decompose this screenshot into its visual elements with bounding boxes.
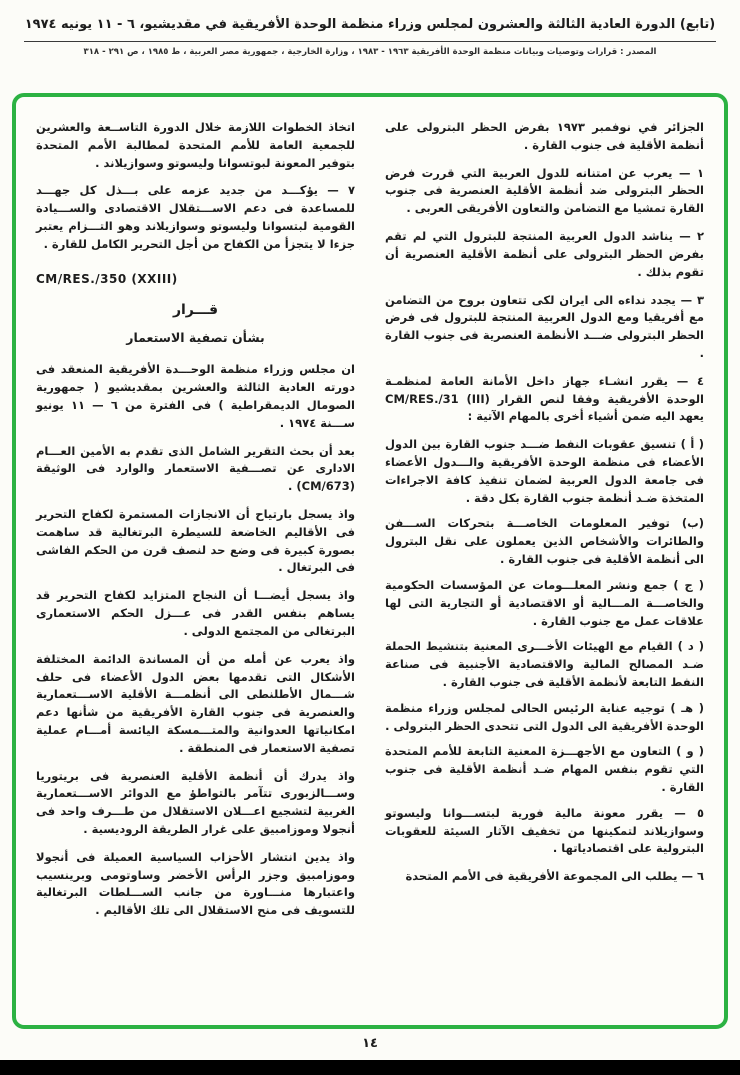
item-3: ٣ — يجدد نداءه الى ايران لكى تتعاون بروح من التضامن مع أفريقيا ومع الدول العربية المنتجة للبترول فى فرض الحظر البترولى ضـــد الأنظمة العنصرية فى جنوب القارة . <box>385 292 704 360</box>
source-citation: المصدر : قرارات وتوصيات وبيانات منظمة الوحدة الأفريقية ١٩٦٣ - ١٩٨٣ ، وزارة الخارجية ، جمهورية مصر العربية ، ط ١٩٨٥ ، ص ٢٩١ - ٣١٨ <box>83 47 657 58</box>
item-4: ٤ — يقرر انشـاء جهاز داخل الأمانة العامة لمنظمـة الوحدة الأفريقية وفقا لنص القرار ‎CM/RES./31 (III)‎ يعهد اليه ضمن أشياء أخرى بالمهام الآتية : <box>385 373 704 424</box>
document-title: (تابع) الدورة العادية الثالثة والعشرون لمجلس وزراء منظمة الوحدة الأفريقية في مقديشيو، ٦ - ١١ يونيه ١٩٧٤ <box>24 17 716 32</box>
item-2: ٢ — يناشد الدول العربية المنتجة للبترول التي لم تقم بفرض الحظر البترولى على أنظمة الأقلية العنصرية أن تقوم بذلك . <box>385 229 704 279</box>
scan-edge-bar <box>0 1060 740 1075</box>
left-column <box>36 119 355 1011</box>
subitem-a: ( أ ) تنسيق عقوبات النفط ضـــد جنوب القارة بين الدول الأعضاء فى منظمة الوحدة الأفريقية والـــدول الأعضاء فى جامعة الدول العربية لضمان تنفيذ كافة الاجراءات المتخذة ضـد أنظمة جنوب القارة بكل دقة . <box>385 437 704 505</box>
item-7: ٧ — يؤكـــد من جديد عزمه على بـــذل كل جهـــد للمساعدة فى دعم الاســـتقلال الاقتصادى والســـيادة القومية لبتسوانا وليسوتو وسوازيلاند وهو التـــزام يعتبر جزءا لا يتجزأ من الكفاح من أجل التحرير الكامل للقارة . <box>36 183 355 251</box>
right-column <box>385 119 704 1011</box>
resolution-title: قـــرار <box>172 302 219 319</box>
resolution-subtitle: بشأن تصفية الاستعمار <box>126 329 265 345</box>
item-6: ٦ — يطلب الى المجموعة الأفريقية فى الأمم المتحدة <box>405 869 704 884</box>
content-frame <box>12 93 728 1029</box>
preamble-2: بعد أن بحث التقرير الشامل الذى تقدم به الأمين العـــام الادارى عن تصـــفية الاستعمار والوارد فى الوثيقة (CM/673) . <box>36 443 355 494</box>
preamble-5: واذ يعرب عن أمله من أن المساندة الدائمة المختلفة الأشكال التى تقدمها بعض الدول الأعضاء فى حلف شـــمال الأطلنطى الى أنظمـــة الأقلية الاســـتعمارية والعنصرية فى جنوب القارة الأفريقية من شأنها دعم امكانياتها العدوانية والمتـــمسكة اليائسة أمـــام عملية تصفية الاستعمار فى المنطقة . <box>36 651 355 755</box>
header-divider <box>24 41 716 42</box>
subitem-e: ( هـ ) توجيه عناية الرئيس الحالى لمجلس وزراء منظمة الوحدة الأفريقية الى الدول التى تتحدى الحظر البترولى . <box>385 700 704 733</box>
document-header <box>0 0 740 57</box>
subitem-b: (ب) توفير المعلومات الخاصـــة بتحركات الســـفن والطائرات والأشخاص الذين يعملون على نقل البترول الى أنظمة الأقلية فى جنوب القارة . <box>385 516 704 567</box>
item-5: ٥ — يقرر معونة مالية فورية لبتســـوانا وليسوتو وسوازيلاند لتمكينها من تخفيف الآثار السيئة للعقوبات البترولية على اقتصادياتها . <box>385 805 704 856</box>
subitem-f: ( و ) التعاون مع الأجهـــزة المعنية التابعة للأمم المتحدة التي تقوم بنفس المهام ضـد أنظمة الأقلية فى جنوب القارة . <box>385 744 704 794</box>
subitem-d: ( د ) القيام مع الهيئات الأخـــرى المعنية بتنشيط الحملة ضـد المصالح المالية والاقتصادية الأجنبية فى صناعة النفط التابعة لأنظمة الأقلية فى جنوب القارة . <box>385 639 704 689</box>
preamble-7: واذ يدين انتشار الأحزاب السياسية العميلة فى أنجولا وموزامبيق وجزر الرأس الأخضر وساوتومى وبرينسيب واعتبارها منـــاورة من جانب الســـلطات البرتغالية للتسويف فى منح الاستقلال الى تلك الأقاليم . <box>36 849 355 918</box>
resolution-code: CM/RES./350 (XXIII) <box>36 271 178 286</box>
preamble-4: واذ يسجل أيضـــا أن النجاح المتزايد لكفاح التحرير قد يساهم بنفس القدر فى عـــزل الحكم الاستعمارى البرتغالى من المجتمع الدولى . <box>36 588 355 638</box>
intro-continuation: الجزائر في نوفمبر ١٩٧٣ بفرض الحظر البترولى على أنظمة الأقلية فى جنوب القارة . <box>385 120 704 152</box>
text-columns <box>36 119 704 1011</box>
preamble-1: ان مجلس وزراء منظمة الوحـــدة الأفريقية المنعقد فى دورته العادية الثالثة والعشرين بمقديشيو ( جمهورية الصومال الديمقراطية ) فى الفترة من ٦ — ١١ يونيو ســـنة ١٩٧٤ . <box>36 362 356 430</box>
preamble-3: واذ يسجل بارتياح أن الانجازات المستمرة لكفاح التحرير فى الأقاليم الخاضعة للسيطرة البرتغالية قد ساهمت بصورة كبيرة فى وضع حد لنصف قرن من الحكم الفاشى فى البرتغال . <box>36 507 355 575</box>
preamble-6: واذ يدرك أن أنظمة الأقلية العنصرية فى بريتوريا وســـالزبورى تتآمر بالتواطؤ مع الدوائر الاســـتعمارية الغربية لتشجيع اعـــلان الاستقلال من طـــرف واحد فى أنجولا وموزامبيق على غرار الطريقة الروديسية . <box>36 768 355 837</box>
page-number: ١٤ <box>362 1036 378 1051</box>
item-1: ١ — يعرب عن امتنانه للدول العربية التي قررت فرض الحظر البترولى ضد أنظمة الأقلية العنصرية فى جنوب القارة تمشيا مع التضامن والتعاون الأفريقى العربى . <box>385 165 704 216</box>
subitem-c: ( ج ) جمع ونشر المعلـــومات عن المؤسسات الحكومية والخاصـــة المـــالية أو الاقتصادية أو التجارية التى لها علاقات عمل مع جنوب القارة . <box>385 577 704 628</box>
item-6-continuation: اتخاذ الخطوات اللازمة خلال الدورة التاســعة والعشرين للجمعية العامة للأمم المتحدة لمطالبة الأمم المتحدة بتوفير المعونة لبوتسوانا وليسوتو وسوازيلاند . <box>36 120 355 170</box>
